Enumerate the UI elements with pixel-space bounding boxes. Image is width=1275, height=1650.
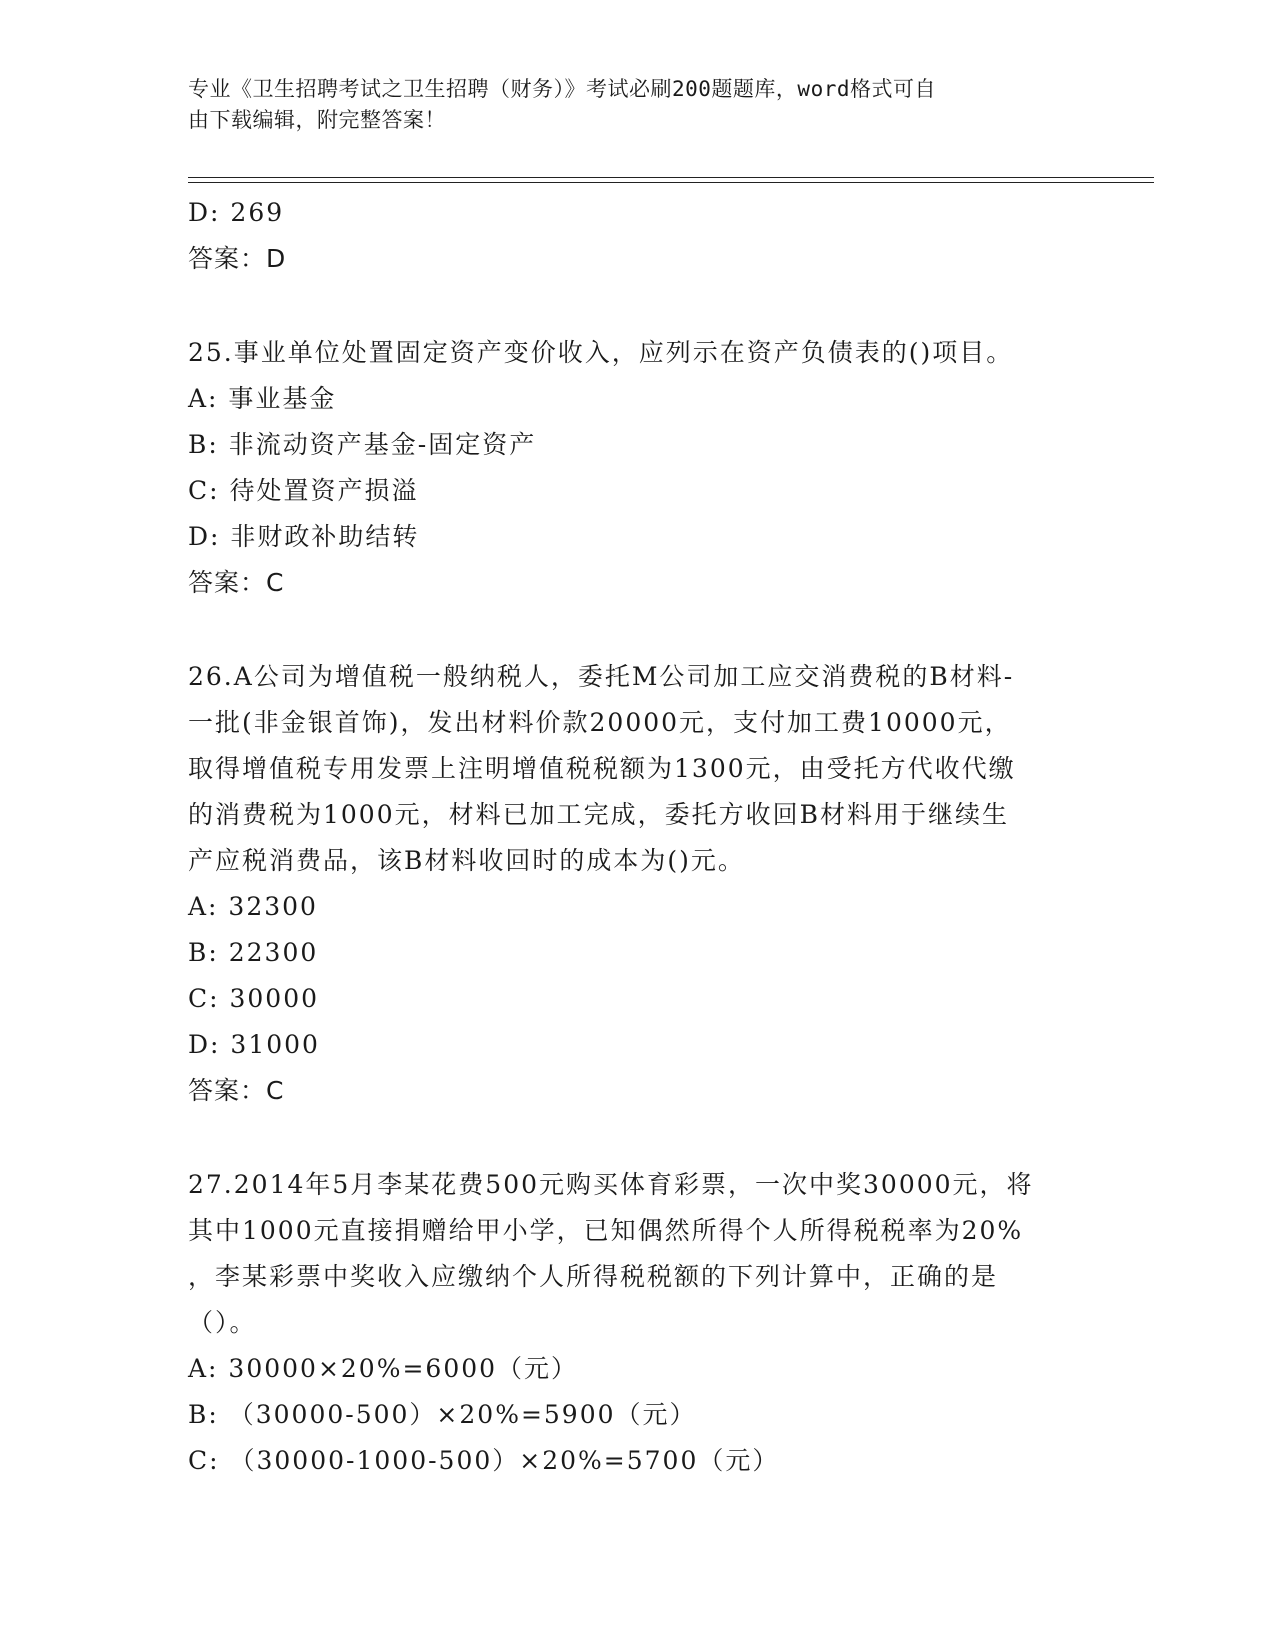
- answer-line: 答案：C: [188, 1076, 285, 1105]
- question-content: [188, 190, 1088, 1484]
- question-26: [188, 654, 1088, 1114]
- option-b: B: （30000-500）×20%=5900（元）: [188, 1400, 697, 1429]
- question-27: [188, 1162, 1088, 1484]
- option-c: C: 待处置资产损溢: [188, 476, 419, 505]
- document-header: [188, 74, 1088, 136]
- question-25: [188, 330, 1088, 606]
- carryover-option-d: D: 269: [188, 198, 285, 227]
- header-line-1: 专业《卫生招聘考试之卫生招聘（财务）》考试必刷200题题库，word格式可自: [188, 77, 936, 101]
- answer-line: 答案：C: [188, 568, 285, 597]
- question-text-line: 取得增值税专用发票上注明增值税税额为1300元，由受托方代收代缴: [188, 754, 1016, 783]
- question-text-line: 25.事业单位处置固定资产变价收入，应列示在资产负债表的()项目。: [188, 338, 1014, 367]
- question-text-line: ，李某彩票中奖收入应缴纳个人所得税税额的下列计算中，正确的是: [188, 1262, 999, 1291]
- option-a: A: 32300: [188, 892, 318, 921]
- option-d: D: 31000: [188, 1030, 320, 1059]
- question-27-text: [188, 1162, 1078, 1346]
- option-c: C: （30000-1000-500）×20%=5700（元）: [188, 1446, 780, 1475]
- option-d: D: 非财政补助结转: [188, 522, 420, 551]
- question-text-line: （）。: [188, 1308, 257, 1337]
- question-text-line: 一批(非金银首饰)，发出材料价款20000元，支付加工费10000元，: [188, 708, 1012, 737]
- option-c: C: 30000: [188, 984, 320, 1013]
- question-text-line: 27.2014年5月李某花费500元购买体育彩票，一次中奖30000元，将: [188, 1170, 1034, 1199]
- question-text-line: 26.A公司为增值税一般纳税人，委托M公司加工应交消费税的B材料-: [188, 662, 1015, 691]
- option-b: B: 非流动资产基金-固定资产: [188, 430, 537, 459]
- option-a: A: 事业基金: [188, 384, 337, 413]
- question-text-line: 产应税消费品，该B材料收回时的成本为()元。: [188, 846, 745, 875]
- question-25-text: [188, 330, 1078, 376]
- carryover-answer: 答案：D: [188, 244, 287, 273]
- header-divider-bottom: [188, 182, 1154, 183]
- question-text-line: 其中1000元直接捐赠给甲小学，已知偶然所得个人所得税税率为20%: [188, 1216, 1024, 1245]
- header-line-2: 由下载编辑，附完整答案！: [188, 108, 446, 132]
- option-a: A: 30000×20%=6000（元）: [188, 1354, 579, 1383]
- question-text-line: 的消费税为1000元，材料已加工完成，委托方收回B材料用于继续生: [188, 800, 1009, 829]
- question-26-text: [188, 654, 1078, 884]
- option-b: B: 22300: [188, 938, 319, 967]
- header-divider-top: [188, 177, 1154, 178]
